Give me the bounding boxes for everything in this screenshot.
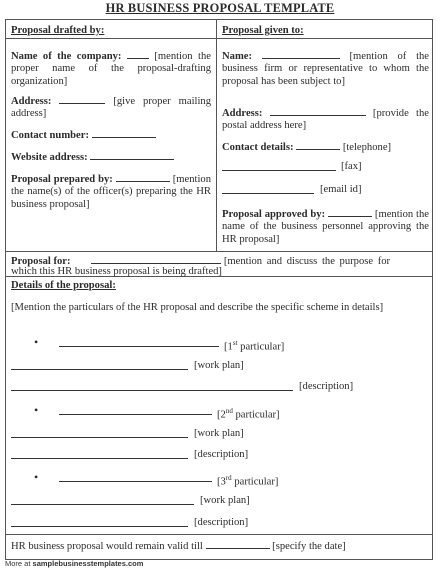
particular-1-sup: st [232,339,238,347]
details-heading: Details of the proposal: [11,280,116,291]
address-note: [give proper mailing address] [11,96,211,120]
column-divider [216,19,217,251]
particular-1-field[interactable] [59,346,219,347]
website-label: Website address: [11,152,88,163]
left-heading: Proposal drafted by: [11,25,105,36]
description-1-field[interactable] [11,390,293,391]
footer-credit [5,559,143,568]
particular-2-sup: nd [225,407,233,415]
email-field[interactable] [222,193,314,194]
contact-details-row [222,140,391,154]
contact-details-label: Contact details: [222,142,294,153]
section-divider-proposal-for [5,251,432,252]
validity-note: [specify the date] [272,541,346,552]
description-3-field[interactable] [11,526,188,527]
recipient-name-note: [mention of the business firm or representative to whom the proposal has been subject to] [222,51,430,87]
document-title: HR BUSINESS PROPOSAL TEMPLATE [105,1,335,15]
particular-2-field[interactable] [59,414,212,415]
company-note: [mention the proper name of the proposal-drafting organization] [11,51,211,87]
company-field[interactable] [127,49,149,59]
particular-2-note: [2nd particular] [217,407,280,421]
bullet-2: • [34,403,39,417]
description-2-note: [description] [194,449,249,460]
details-intro: [Mention the particulars of the HR proposal and describe the specific scheme in details] [11,302,384,313]
recipient-address-block [222,106,429,133]
recipient-name-field[interactable] [262,49,340,59]
address-field[interactable] [59,94,105,104]
company-label: Name of the company: [11,51,122,62]
recipient-address-label: Address: [222,108,263,119]
address-label: Address: [11,96,52,107]
recipient-address-note: [provide the postal address here] [222,108,429,132]
particular-1-note: [1st particular] [224,339,285,353]
proposal-for-field[interactable] [91,254,221,264]
company-block [11,49,211,88]
website-field[interactable] [90,150,174,160]
proposal-for-note-2: which this HR business proposal is being drafted] [11,266,222,277]
contact-number-field[interactable] [92,128,156,138]
address-block [11,94,211,121]
bullet-1: • [34,335,39,349]
description-1-note: [description] [299,381,354,392]
fax-field[interactable] [222,170,336,171]
description-3-note: [description] [194,517,249,528]
recipient-name-label: Name: [222,51,253,62]
proposal-for-label: Proposal for: [11,256,71,267]
particular-3-note: [3rd particular] [217,474,279,488]
email-note: [email id] [320,184,362,195]
telephone-field[interactable] [296,140,340,150]
particular-3-sup: rd [225,474,232,482]
particular-3-field[interactable] [59,481,212,482]
fax-note: [fax] [341,161,362,172]
recipient-address-field[interactable] [270,106,366,116]
footer-prefix: More at [5,559,31,568]
recipient-name-block [222,49,429,88]
validity-text: HR business proposal would remain valid till [11,541,203,552]
approved-label: Proposal approved by: [222,209,326,220]
telephone-note: [telephone] [342,142,392,153]
work-plan-1-note: [work plan] [194,360,244,371]
bullet-3: • [34,470,39,484]
prepared-block [11,172,211,211]
prepared-label: Proposal prepared by: [11,174,113,185]
work-plan-1-field[interactable] [11,369,188,370]
work-plan-3-field[interactable] [11,504,194,505]
validity-row [11,539,346,553]
footer-site-link[interactable]: samplebusinesstemplates.com [32,559,144,568]
proposal-for-note-1: [mention and discuss the purpose for [223,256,391,267]
validity-date-field[interactable] [206,539,270,549]
section-divider-top [5,38,432,39]
work-plan-2-note: [work plan] [194,428,244,439]
prepared-note: [mention the name(s) of the officer(s) preparing the HR business proposal] [11,174,211,210]
right-heading: Proposal given to: [222,25,304,36]
contact-number-row [11,128,156,142]
contact-number-label: Contact number: [11,130,89,141]
prepared-field[interactable] [116,172,170,182]
approved-block [222,207,429,246]
work-plan-3-note: [work plan] [200,495,250,506]
approved-field[interactable] [328,207,372,217]
approved-note: [mention the name of the business personnel approving the HR proposal] [222,209,430,245]
website-row [11,150,174,164]
description-2-field[interactable] [11,458,188,459]
work-plan-2-field[interactable] [11,437,188,438]
section-divider-validity [5,534,432,535]
